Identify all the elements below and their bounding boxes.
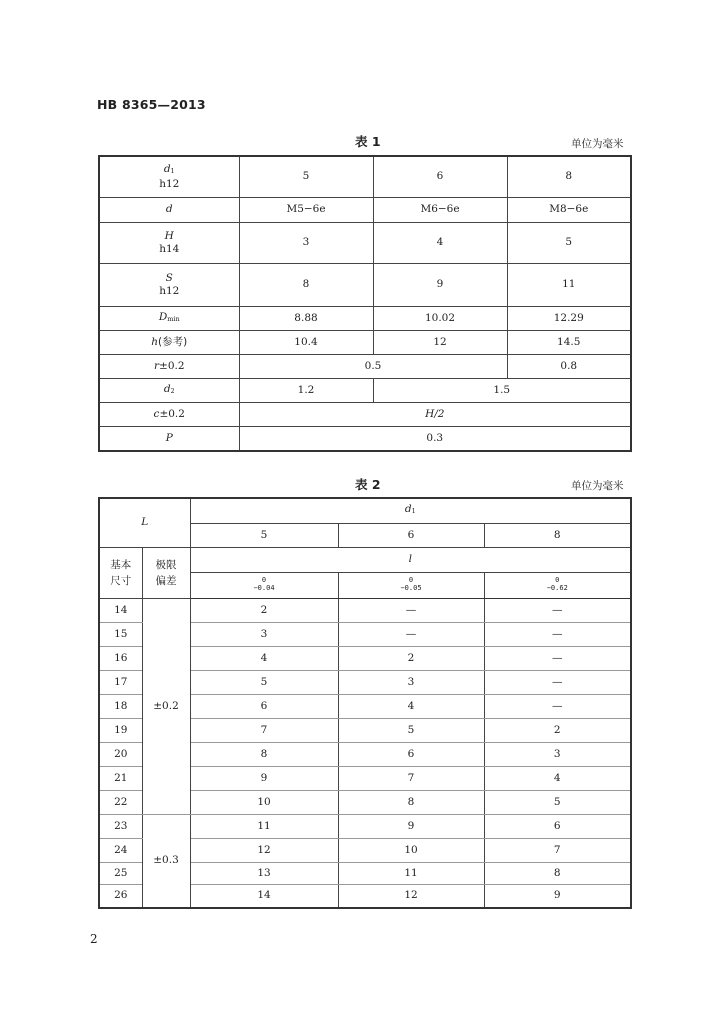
row-label: Dmin xyxy=(99,306,239,330)
cell: 11 xyxy=(507,263,631,306)
row-label: H h14 xyxy=(99,222,239,263)
cell: 8 xyxy=(190,742,338,766)
header-row xyxy=(99,547,631,572)
cell: — xyxy=(338,598,484,622)
cell-L: 21 xyxy=(99,766,142,790)
cell: 2 xyxy=(338,646,484,670)
table-row xyxy=(99,378,631,402)
cell: 12 xyxy=(338,884,484,908)
cell: 0.8 xyxy=(507,354,631,378)
cell: 6 xyxy=(338,742,484,766)
cell: 13 xyxy=(190,862,338,884)
cell: — xyxy=(484,622,631,646)
cell: 5 xyxy=(484,790,631,814)
cell-L: 26 xyxy=(99,884,142,908)
row-label: c±0.2 xyxy=(99,402,239,426)
cell-L: 18 xyxy=(99,694,142,718)
d1-header: d1 xyxy=(190,498,631,523)
page-number: 2 xyxy=(90,932,98,946)
cell: 6 xyxy=(373,156,507,197)
cell: 8 xyxy=(338,790,484,814)
cell: 5 xyxy=(239,156,373,197)
cell: 10.02 xyxy=(373,306,507,330)
table-row xyxy=(99,402,631,426)
cell: 12 xyxy=(373,330,507,354)
header-row xyxy=(99,498,631,523)
table-row xyxy=(99,598,631,622)
cell: 4 xyxy=(373,222,507,263)
cell: 3 xyxy=(484,742,631,766)
cell: 7 xyxy=(484,838,631,862)
cell-L: 16 xyxy=(99,646,142,670)
cell: M6−6e xyxy=(373,197,507,222)
cell: 4 xyxy=(338,694,484,718)
cell: 12 xyxy=(190,838,338,862)
cell: 4 xyxy=(484,766,631,790)
d1-value: 8 xyxy=(484,523,631,547)
row-label: P xyxy=(99,426,239,451)
tolerance-group: ±0.2 xyxy=(142,598,190,814)
cell: 3 xyxy=(190,622,338,646)
cell-L: 17 xyxy=(99,670,142,694)
cell: 6 xyxy=(484,814,631,838)
cell: 9 xyxy=(190,766,338,790)
cell: 3 xyxy=(338,670,484,694)
cell: 8.88 xyxy=(239,306,373,330)
cell-L: 24 xyxy=(99,838,142,862)
cell: 14 xyxy=(190,884,338,908)
cell: 11 xyxy=(338,862,484,884)
row-label: d1 h12 xyxy=(99,156,239,197)
cell: 8 xyxy=(484,862,631,884)
cell: 0.3 xyxy=(239,426,631,451)
table1-unit: 单位为毫米 xyxy=(571,138,624,150)
row-label: d2 xyxy=(99,378,239,402)
cell: H/2 xyxy=(239,402,631,426)
tolerance-cell: 0 −0.04 xyxy=(190,572,338,598)
cell: 0.5 xyxy=(239,354,507,378)
cell: 7 xyxy=(190,718,338,742)
row-label: S h12 xyxy=(99,263,239,306)
cell-L: 14 xyxy=(99,598,142,622)
cell-L: 25 xyxy=(99,862,142,884)
cell: 12.29 xyxy=(507,306,631,330)
table-row xyxy=(99,156,631,197)
cell: — xyxy=(484,694,631,718)
cell-L: 20 xyxy=(99,742,142,766)
table-row xyxy=(99,263,631,306)
table-row xyxy=(99,814,631,838)
cell: 14.5 xyxy=(507,330,631,354)
tolerance-group: ±0.3 xyxy=(142,814,190,908)
cell: 3 xyxy=(239,222,373,263)
cell: 10 xyxy=(338,838,484,862)
l-header: l xyxy=(190,547,631,572)
cell: M8−6e xyxy=(507,197,631,222)
d1-value: 5 xyxy=(190,523,338,547)
cell: 4 xyxy=(190,646,338,670)
cell: 8 xyxy=(507,156,631,197)
row-label: r±0.2 xyxy=(99,354,239,378)
table2-caption: 表 2 xyxy=(355,477,381,492)
tolerance-cell: 0 −0.05 xyxy=(338,572,484,598)
cell: 10 xyxy=(190,790,338,814)
cell: 9 xyxy=(338,814,484,838)
cell: 5 xyxy=(507,222,631,263)
cell: 8 xyxy=(239,263,373,306)
cell: 6 xyxy=(190,694,338,718)
table-row xyxy=(99,426,631,451)
table2 xyxy=(98,497,632,909)
cell: 11 xyxy=(190,814,338,838)
table2-unit: 单位为毫米 xyxy=(571,480,624,492)
cell: M5−6e xyxy=(239,197,373,222)
table1-caption: 表 1 xyxy=(355,134,381,149)
cell: — xyxy=(484,646,631,670)
limit-deviation-header: 极限偏差 xyxy=(142,547,190,598)
d1-value: 6 xyxy=(338,523,484,547)
cell-L: 22 xyxy=(99,790,142,814)
cell-L: 19 xyxy=(99,718,142,742)
cell: 9 xyxy=(484,884,631,908)
cell: — xyxy=(484,598,631,622)
table-row xyxy=(99,354,631,378)
table-row xyxy=(99,197,631,222)
cell-L: 23 xyxy=(99,814,142,838)
cell: 1.5 xyxy=(373,378,631,402)
cell: 5 xyxy=(190,670,338,694)
row-label: d xyxy=(99,197,239,222)
cell: 1.2 xyxy=(239,378,373,402)
table1 xyxy=(98,155,632,452)
cell: 2 xyxy=(484,718,631,742)
L-header: L xyxy=(99,498,190,547)
table-row xyxy=(99,222,631,263)
cell: 10.4 xyxy=(239,330,373,354)
table-row xyxy=(99,330,631,354)
cell: 7 xyxy=(338,766,484,790)
row-label: h(参考) xyxy=(99,330,239,354)
cell-L: 15 xyxy=(99,622,142,646)
cell: — xyxy=(484,670,631,694)
cell: 2 xyxy=(190,598,338,622)
table-row xyxy=(99,306,631,330)
cell: — xyxy=(338,622,484,646)
cell: 9 xyxy=(373,263,507,306)
tolerance-cell: 0 −0.62 xyxy=(484,572,631,598)
document-id: HB 8365—2013 xyxy=(97,97,206,112)
cell: 5 xyxy=(338,718,484,742)
basic-size-header: 基本尺寸 xyxy=(99,547,142,598)
